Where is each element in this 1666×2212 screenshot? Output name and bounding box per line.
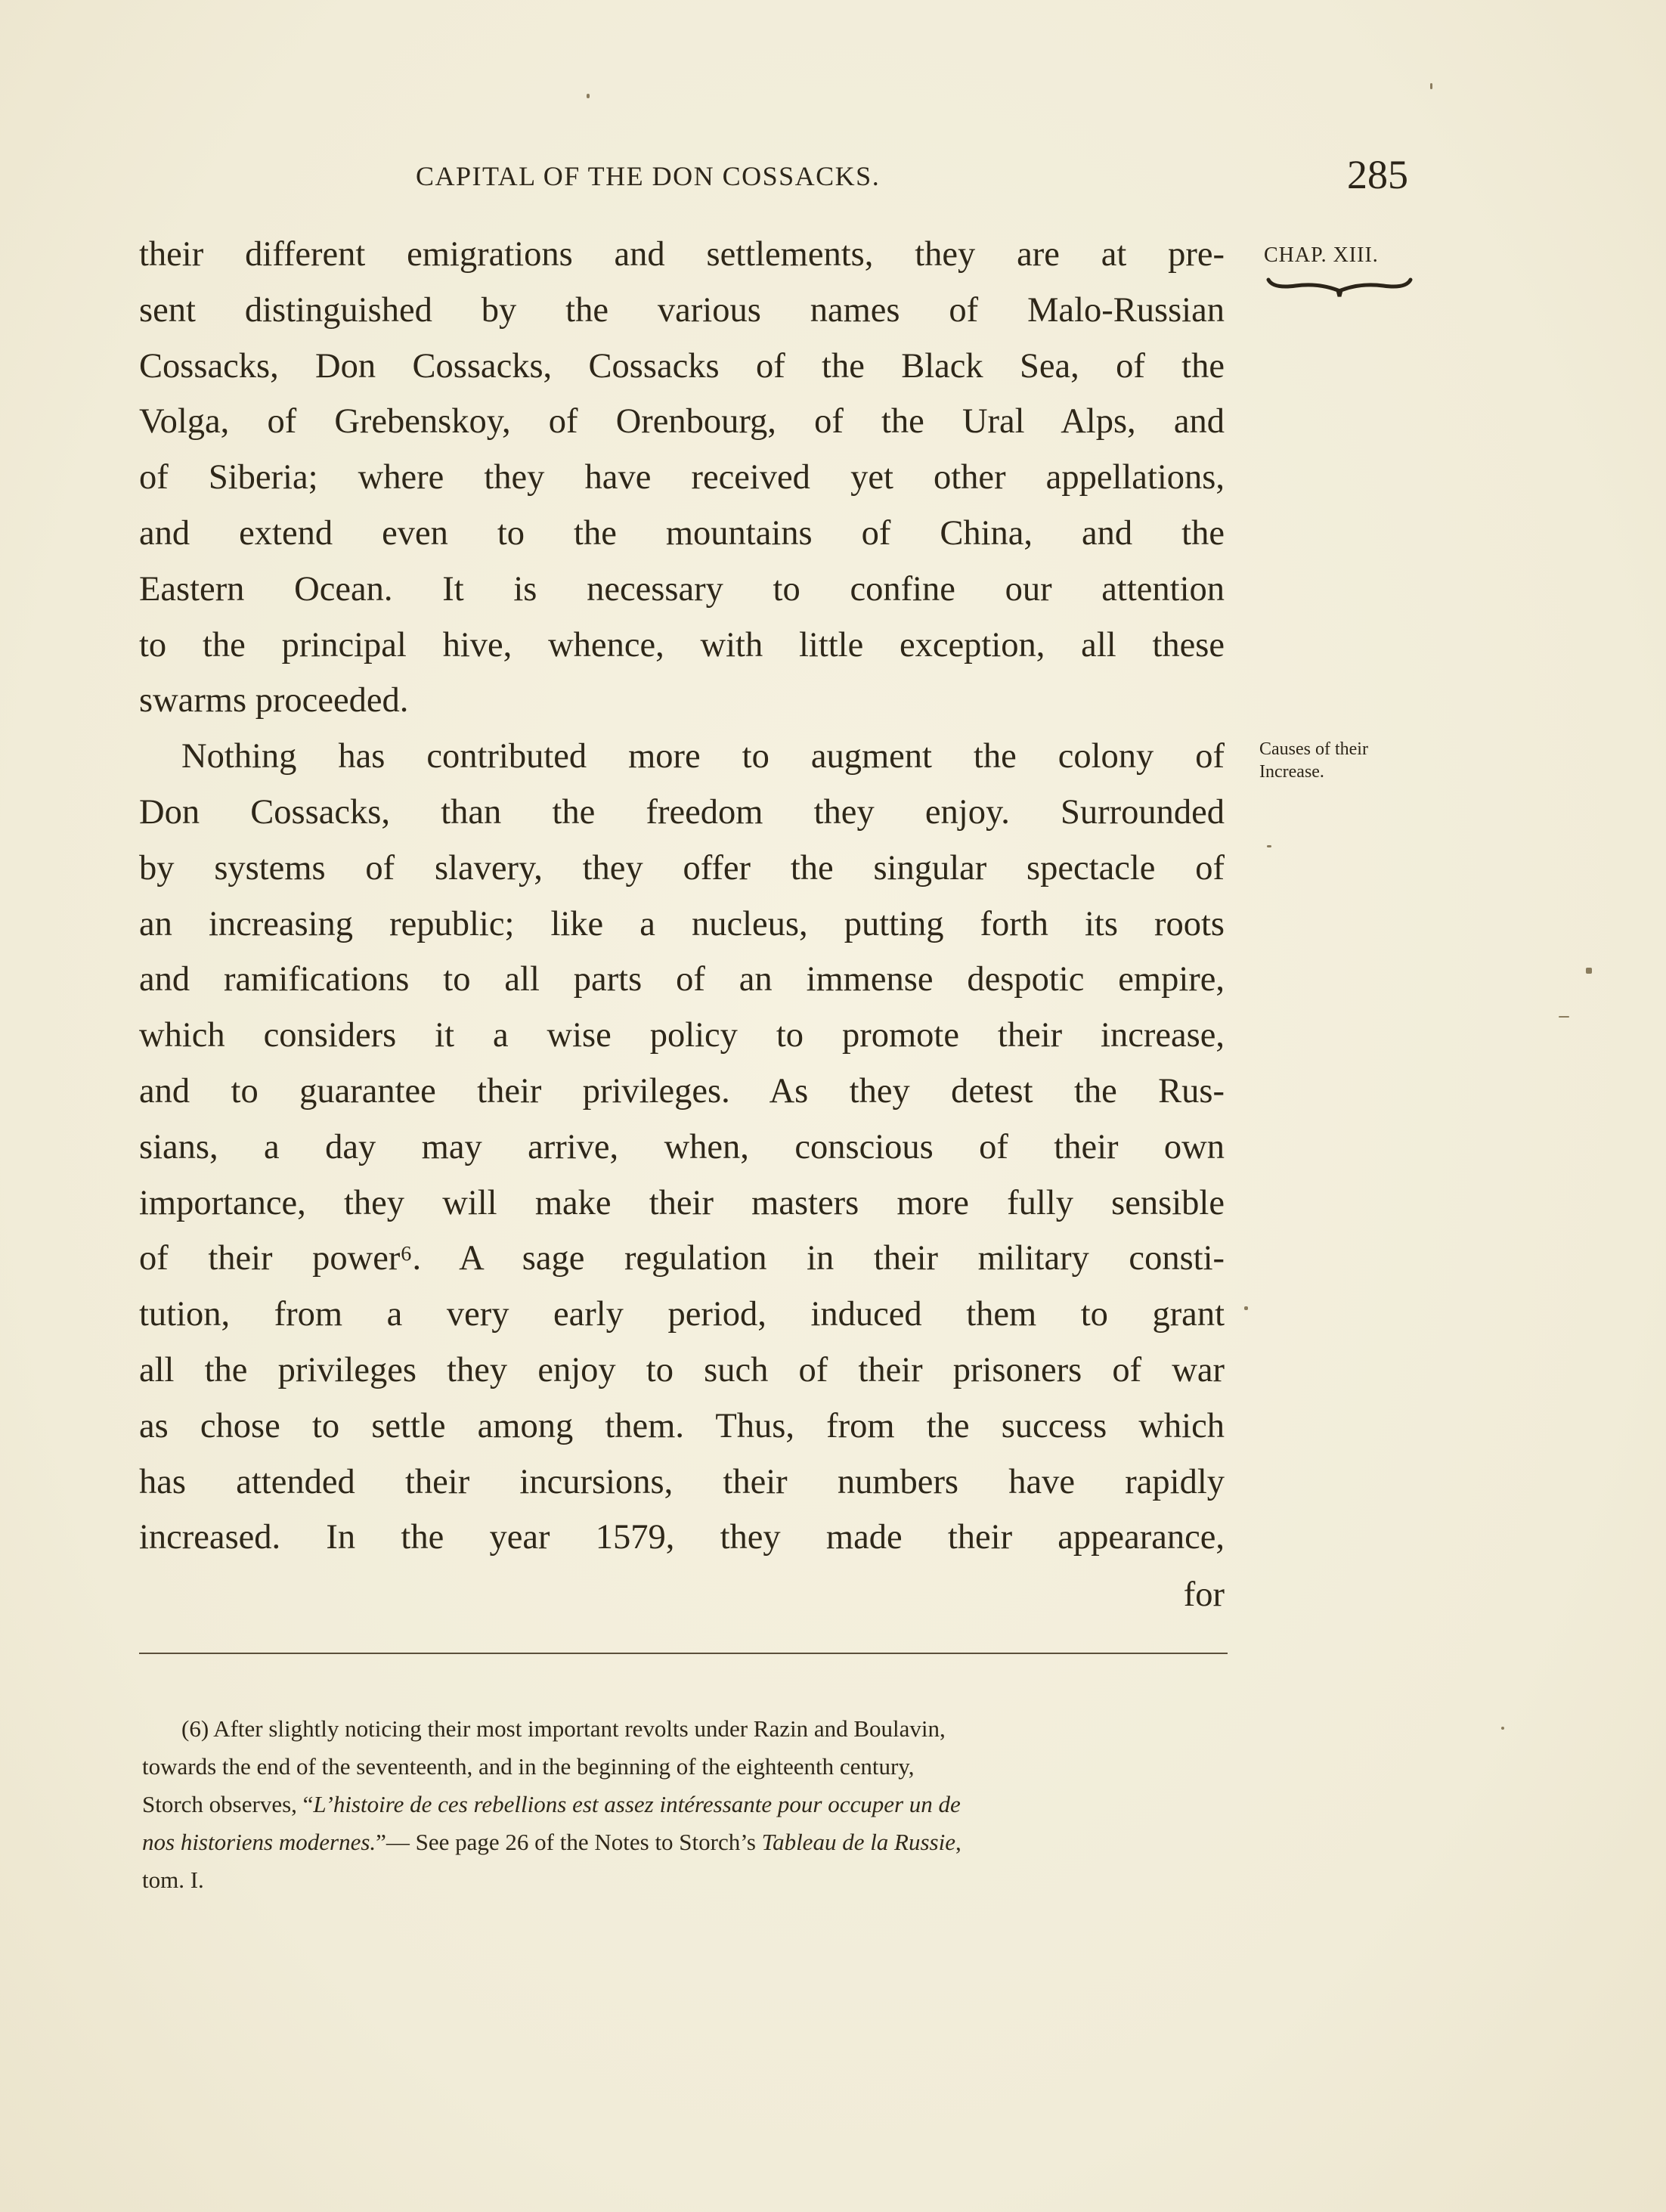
- footnote-quote: nos historiens modernes.: [142, 1829, 376, 1855]
- footnote-text: ”— See page 26 of the Notes to Storch’s: [376, 1829, 762, 1855]
- footnote-text: Storch observes, “: [142, 1791, 314, 1817]
- catchword: for: [1183, 1575, 1225, 1614]
- text-line: importance, they will make their masters more fully sensible: [139, 1183, 1225, 1222]
- text-line: which considers it a wise policy to promote their increase,: [139, 1016, 1225, 1055]
- text-line: has attended their incursions, their numbers have rapidly: [139, 1462, 1225, 1501]
- page-number: 285: [1347, 152, 1408, 197]
- paragraph-1: [139, 227, 1225, 729]
- footnote-text: ,: [955, 1829, 962, 1855]
- text-line: to the principal hive, whence, with little exception, all these: [139, 625, 1225, 665]
- paragraph-2: [139, 729, 1225, 1566]
- text-line: sent distinguished by the various names of Malo-Russian: [139, 290, 1225, 330]
- text-line: swarms proceeded.: [139, 681, 409, 720]
- footnote-line: towards the end of the seventeenth, and in the beginning of the eighteenth century,: [142, 1753, 915, 1780]
- text-line: as chose to settle among them. Thus, from the success which: [139, 1406, 1225, 1445]
- footnote-rule: [139, 1653, 1228, 1654]
- side-note-line1: Causes of their: [1259, 739, 1368, 759]
- text-line: of Siberia; where they have received yet other appellations,: [139, 458, 1225, 497]
- text-line: and extend even to the mountains of China, and the: [139, 513, 1225, 553]
- text-line: Nothing has contributed more to augment the colony of: [181, 737, 1225, 776]
- paper-speck: [1559, 1016, 1569, 1018]
- brace-ornament: [1265, 275, 1414, 302]
- text-line: Eastern Ocean. It is necessary to confine our attention: [139, 569, 1225, 609]
- text-line: an increasing republic; like a nucleus, putting forth its roots: [139, 904, 1225, 943]
- footnote-quote: L’histoire de ces rebellions est assez intéressante pour occuper un de: [313, 1791, 961, 1817]
- text-line: and to guarantee their privileges. As they detest the Rus-: [139, 1071, 1225, 1111]
- footnote-title: Tableau de la Russie: [761, 1829, 955, 1855]
- text-line: Don Cossacks, than the freedom they enjoy. Surrounded: [139, 792, 1225, 832]
- text-line: and ramifications to all parts of an immense despotic empire,: [139, 960, 1225, 999]
- paper-speck: [587, 94, 590, 98]
- text-line: all the privileges they enjoy to such of their prisoners of war: [139, 1350, 1225, 1389]
- paper-speck: [1586, 968, 1592, 974]
- text-line: increased. In the year 1579, they made their appearance,: [139, 1518, 1225, 1557]
- side-note: [1259, 738, 1368, 783]
- chapter-marker: CHAP. XIII.: [1264, 243, 1379, 267]
- text-line: Volga, of Grebenskoy, of Orenbourg, of the Ural Alps, and: [139, 402, 1225, 441]
- footnote-line: tom. I.: [142, 1867, 204, 1893]
- paper-speck: [1501, 1727, 1504, 1730]
- text-line: of their power⁶. A sage regulation in their military consti-: [139, 1239, 1225, 1278]
- footnote-line: [142, 1786, 1223, 1823]
- paper-speck: [1267, 845, 1271, 847]
- paper-speck: [1430, 83, 1432, 89]
- side-note-line2: Increase.: [1259, 762, 1324, 782]
- paper-speck: [1244, 1306, 1248, 1310]
- text-line: sians, a day may arrive, when, conscious of their own: [139, 1127, 1225, 1166]
- text-line: their different emigrations and settlements, they are at pre-: [139, 235, 1225, 274]
- footnote-line: [142, 1823, 1223, 1861]
- running-title: CAPITAL OF THE DON COSSACKS.: [416, 161, 881, 191]
- footnote: [142, 1710, 1223, 1899]
- text-line: by systems of slavery, they offer the singular spectacle of: [139, 848, 1225, 888]
- text-line: tution, from a very early period, induced them to grant: [139, 1295, 1225, 1334]
- body-text: [139, 227, 1225, 1566]
- footnote-line: (6) After slightly noticing their most important revolts under Razin and Boulavin,: [181, 1715, 946, 1742]
- text-line: Cossacks, Don Cossacks, Cossacks of the Black Sea, of the: [139, 346, 1225, 386]
